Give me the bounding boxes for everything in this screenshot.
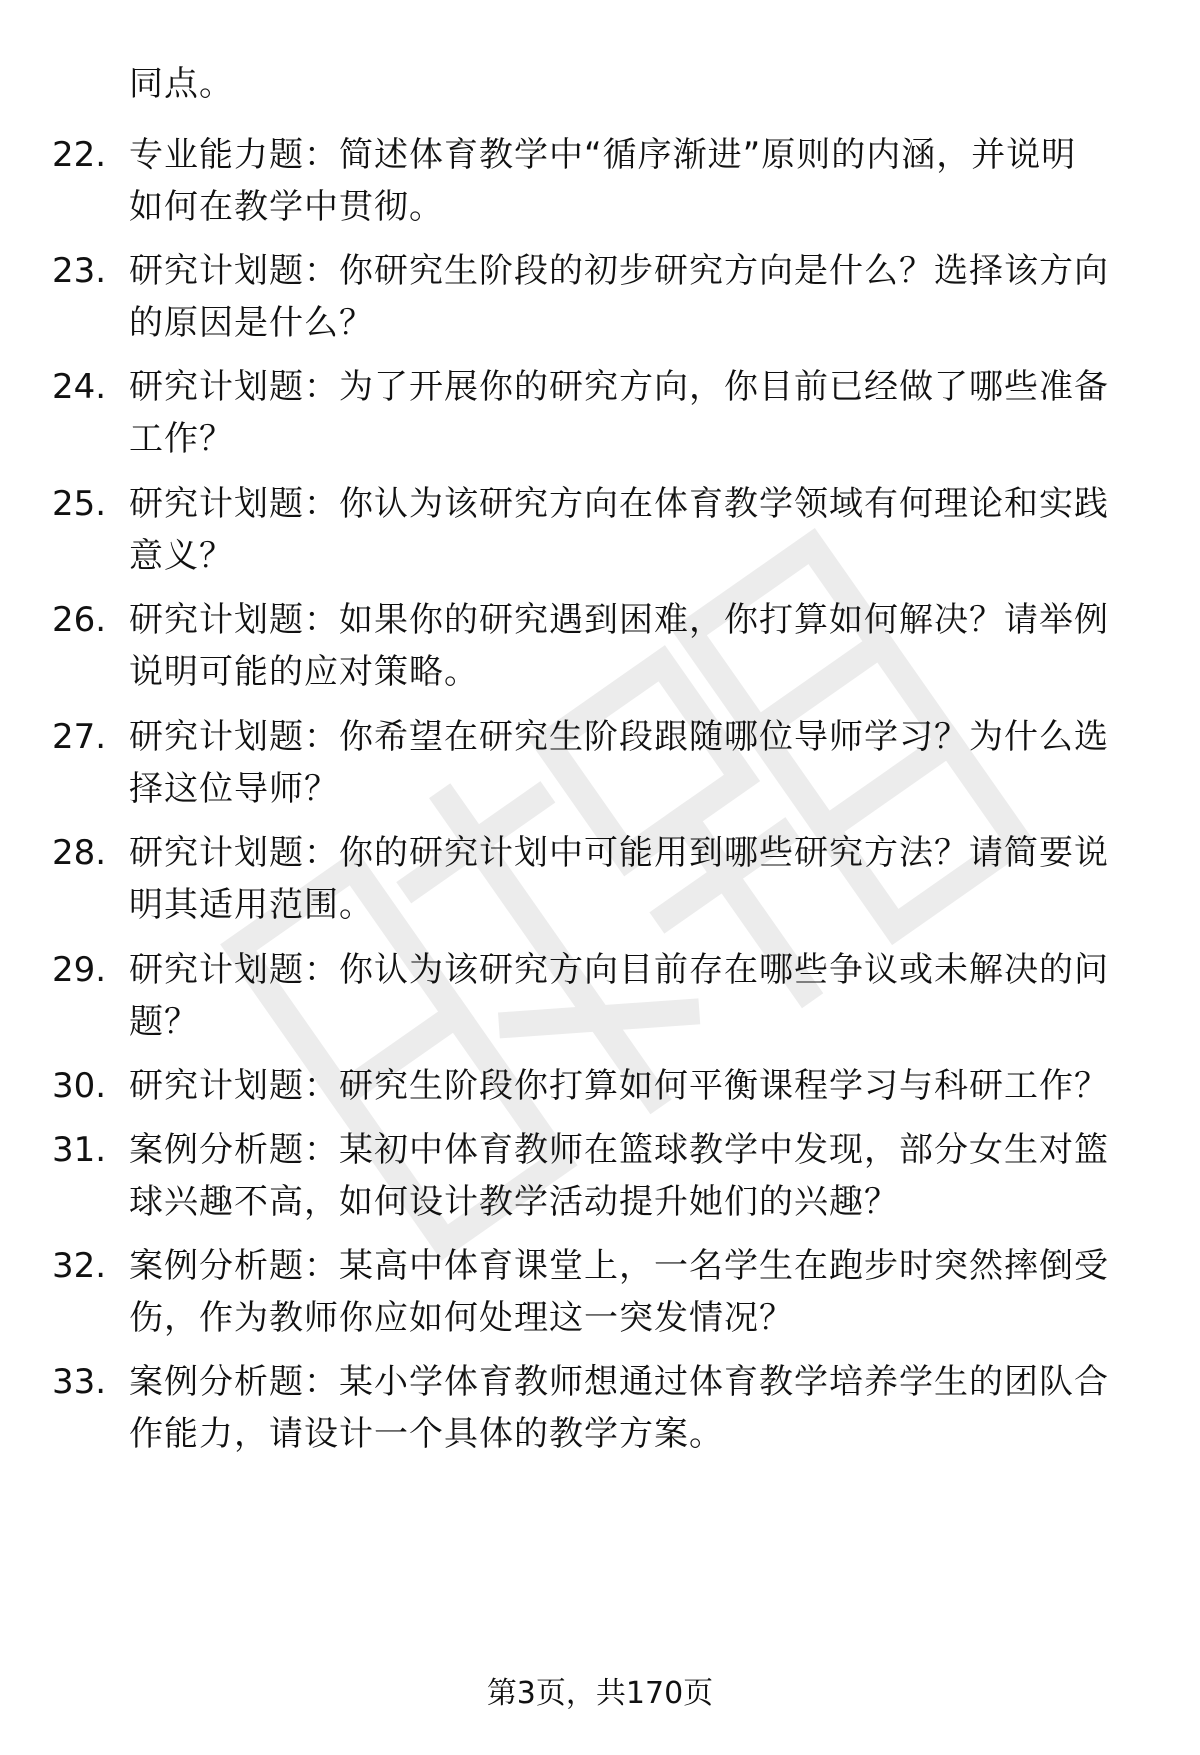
item-text: 案例分析题：某高中体育课堂上，一名学生在跑步时突然摔倒受 伤，作为教师你应如何处理这一突发情况？ — [129, 1246, 1109, 1338]
item-number: 31. — [52, 1130, 107, 1170]
item-text: 研究计划题：你的研究计划中可能用到哪些研究方法？请简要说 明其适用范围。 — [129, 833, 1109, 925]
item-number: 32. — [52, 1246, 107, 1286]
item-text: 案例分析题：某小学体育教师想通过体育教学培养学生的团队合 作能力，请设计一个具体的教学方案。 — [129, 1362, 1109, 1454]
item-number: 24. — [52, 367, 107, 407]
item-number: 26. — [52, 600, 107, 640]
item-number: 23. — [52, 251, 107, 291]
item-number: 25. — [52, 484, 107, 524]
item-number: 33. — [52, 1362, 107, 1402]
item-text: 研究计划题：如果你的研究遇到困难，你打算如何解决？请举例 说明可能的应对策略。 — [129, 600, 1109, 692]
item-number: 27. — [52, 717, 107, 757]
item-text: 研究计划题：你认为该研究方向在体育教学领域有何理论和实践 意义？ — [129, 484, 1109, 576]
item-number: 22. — [52, 135, 107, 175]
page-footer: 第3页，共170页 — [486, 1676, 714, 1711]
item-text: 案例分析题：某初中体育教师在篮球教学中发现，部分女生对篮 球兴趣不高，如何设计教学活动提升她们的兴趣？ — [129, 1130, 1109, 1222]
item-text: 研究计划题：你认为该研究方向目前存在哪些争议或未解决的问 题？ — [129, 950, 1109, 1042]
item-text: 研究计划题：你希望在研究生阶段跟随哪位导师学习？为什么选 择这位导师？ — [129, 717, 1109, 809]
item-number: 30. — [52, 1066, 107, 1106]
item-text: 研究计划题：为了开展你的研究方向，你目前已经做了哪些准备 工作？ — [129, 367, 1109, 459]
leading-text-fragment: 同点。 — [129, 64, 234, 104]
item-number: 28. — [52, 833, 107, 873]
item-text: 研究计划题：研究生阶段你打算如何平衡课程学习与科研工作？ — [129, 1066, 1109, 1106]
item-text: 研究计划题：你研究生阶段的初步研究方向是什么？选择该方向 的原因是什么？ — [129, 251, 1109, 343]
item-text: 专业能力题：简述体育教学中“循序渐进”原则的内涵，并说明 如何在教学中贯彻。 — [129, 135, 1077, 227]
item-number: 29. — [52, 950, 107, 990]
